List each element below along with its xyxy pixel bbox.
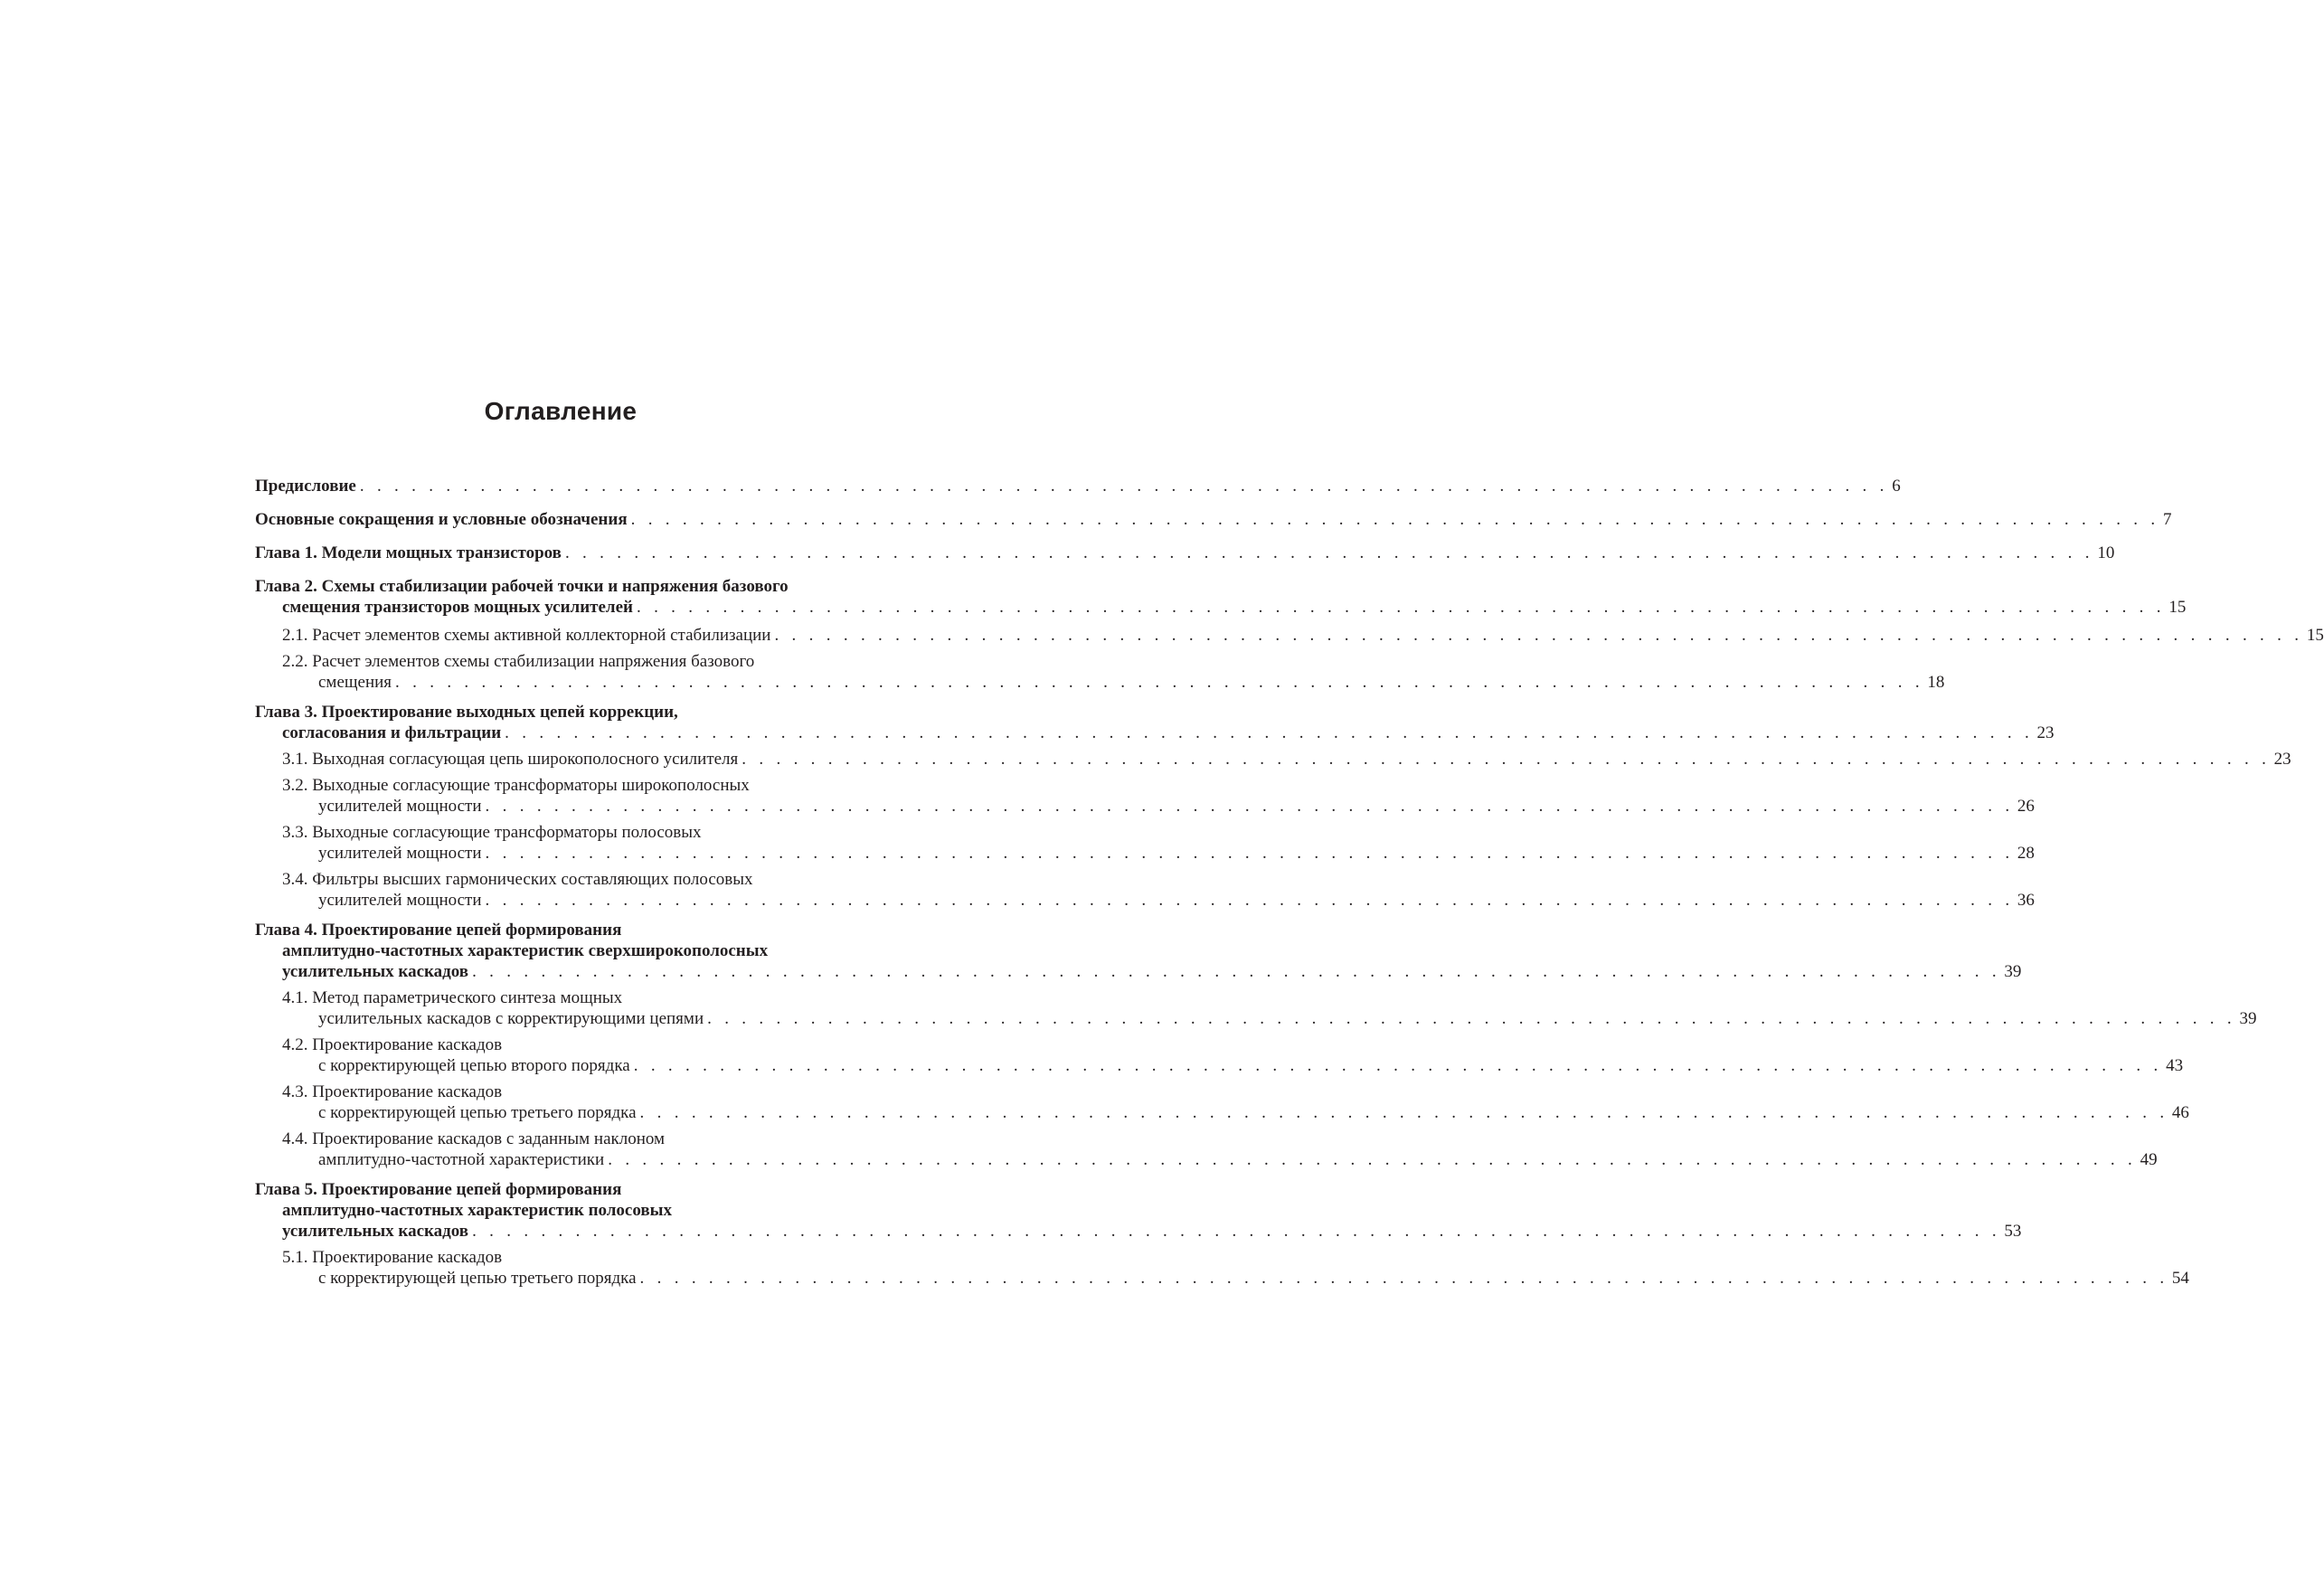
dot-leader bbox=[505, 723, 2033, 742]
toc-entry-title: 3.1. Выходная согласующая цепь широкополосного усилителя bbox=[282, 750, 739, 769]
toc-entry-title: смещения транзисторов мощных усилителей bbox=[282, 598, 633, 617]
dot-leader bbox=[565, 543, 2093, 562]
toc-page-number: 49 bbox=[2140, 1150, 2158, 1169]
toc-line bbox=[255, 961, 2022, 982]
toc-page-number: 46 bbox=[2171, 1103, 2189, 1122]
toc-entry-title: 4.4. Проектирование каскадов с заданным наклоном bbox=[282, 1129, 666, 1148]
toc-line bbox=[255, 476, 1901, 496]
dot-leader bbox=[634, 1056, 2162, 1075]
toc-entry-title: 4.1. Метод параметрического синтеза мощных bbox=[282, 988, 623, 1007]
toc-page-number: 43 bbox=[2166, 1056, 2184, 1075]
toc-chapter-entry[interactable] bbox=[255, 576, 2187, 618]
toc-line bbox=[282, 1008, 2257, 1029]
toc-page-number: 54 bbox=[2171, 1269, 2189, 1288]
toc-line bbox=[282, 987, 873, 1008]
dot-leader bbox=[774, 626, 2302, 645]
toc-entry-title: 3.4. Фильтры высших гармонических составляющих полосовых bbox=[282, 870, 753, 889]
dot-leader bbox=[640, 1269, 2168, 1288]
toc-entry-title: Глава 1. Модели мощных транзисторов bbox=[255, 543, 562, 562]
toc-chapter-entry[interactable] bbox=[255, 1179, 2022, 1242]
toc-entry-title: Предисловие bbox=[255, 477, 356, 496]
toc-page-number: 7 bbox=[2162, 510, 2172, 529]
dot-leader bbox=[395, 673, 1923, 692]
toc-line bbox=[282, 749, 2291, 770]
toc-line bbox=[282, 625, 2324, 646]
toc-entry-title: 2.2. Расчет элементов схемы стабилизации напряжения базового bbox=[282, 652, 755, 671]
toc-line bbox=[282, 1247, 873, 1268]
toc-chapter-entry[interactable] bbox=[255, 509, 2172, 530]
toc-line bbox=[255, 509, 2172, 530]
toc-page-number: 23 bbox=[2273, 750, 2291, 769]
toc-entry-title: усилительных каскадов bbox=[282, 962, 469, 981]
dot-leader bbox=[608, 1150, 2136, 1169]
dot-leader bbox=[742, 750, 2270, 769]
toc-section-entry[interactable] bbox=[255, 987, 2257, 1029]
toc-line bbox=[282, 672, 1945, 693]
toc-line bbox=[282, 890, 2035, 911]
toc-line bbox=[255, 576, 873, 597]
toc-entry-title: 4.3. Проектирование каскадов bbox=[282, 1082, 503, 1101]
toc-line bbox=[282, 822, 873, 843]
toc-chapter-entry[interactable] bbox=[255, 543, 2115, 563]
toc-entry-title: согласования и фильтрации bbox=[282, 723, 502, 742]
toc-line bbox=[255, 1179, 873, 1200]
toc-page-number: 26 bbox=[2017, 797, 2035, 816]
toc-chapter-entry[interactable] bbox=[255, 920, 2022, 982]
toc-section-entry[interactable] bbox=[255, 651, 1945, 693]
toc-page-number: 15 bbox=[2168, 598, 2187, 617]
toc-entry-title: усилительных каскадов bbox=[282, 1222, 469, 1241]
toc-section-entry[interactable] bbox=[255, 1129, 2158, 1170]
toc-chapter-entry[interactable] bbox=[255, 702, 2055, 743]
toc-section-entry[interactable] bbox=[255, 822, 2035, 864]
toc-entry-title: амплитудно-частотных характеристик сверхширокополосных bbox=[282, 941, 769, 960]
toc-entry-title: с корректирующей цепью второго порядка bbox=[318, 1056, 630, 1075]
toc-entry-title: 2.1. Расчет элементов схемы активной коллекторной стабилизации bbox=[282, 626, 771, 645]
toc-entry-title: усилителей мощности bbox=[318, 797, 482, 816]
dot-leader bbox=[486, 797, 2014, 816]
toc-entry-title: Глава 5. Проектирование цепей формирования bbox=[255, 1180, 622, 1199]
toc-page-number: 36 bbox=[2017, 891, 2035, 910]
toc-entry-title: смещения bbox=[318, 673, 392, 692]
toc-page-number: 23 bbox=[2036, 723, 2055, 742]
toc-entry-title: усилительных каскадов с корректирующими цепями bbox=[318, 1009, 704, 1028]
toc-line bbox=[282, 1149, 2158, 1170]
toc-entry-title: амплитудно-частотных характеристик полосовых bbox=[282, 1201, 672, 1220]
toc-line bbox=[282, 1082, 873, 1102]
toc-entry-title: 4.2. Проектирование каскадов bbox=[282, 1035, 503, 1054]
toc-entry-title: Глава 2. Схемы стабилизации рабочей точки и напряжения базового bbox=[255, 577, 789, 596]
dot-leader bbox=[486, 891, 2014, 910]
toc-line bbox=[255, 543, 2115, 563]
toc-line bbox=[282, 1102, 2189, 1123]
toc-line bbox=[255, 1200, 873, 1221]
toc-section-entry[interactable] bbox=[255, 625, 2324, 646]
dot-leader bbox=[472, 962, 2000, 981]
dot-leader bbox=[486, 844, 2014, 863]
toc-page-number: 39 bbox=[2004, 962, 2022, 981]
toc-line bbox=[282, 796, 2035, 817]
toc-line bbox=[255, 702, 873, 723]
dot-leader bbox=[472, 1222, 2000, 1241]
toc-section-entry[interactable] bbox=[255, 1034, 2184, 1076]
toc-page-number: 10 bbox=[2097, 543, 2115, 562]
toc-section-entry[interactable] bbox=[255, 775, 2035, 817]
toc-entry-title: Глава 3. Проектирование выходных цепей коррекции, bbox=[255, 703, 678, 722]
toc-entry-title: Глава 4. Проектирование цепей формирования bbox=[255, 921, 622, 940]
toc-line bbox=[282, 651, 873, 672]
toc-entry-title: с корректирующей цепью третьего порядка bbox=[318, 1269, 637, 1288]
toc-entry-title: усилителей мощности bbox=[318, 844, 482, 863]
toc-entry-title: 5.1. Проектирование каскадов bbox=[282, 1248, 503, 1267]
page-title: Оглавление bbox=[484, 397, 638, 425]
toc-page-number: 15 bbox=[2306, 626, 2324, 645]
toc-entry-title: 3.3. Выходные согласующие трансформаторы полосовых bbox=[282, 823, 702, 842]
toc-page-number: 18 bbox=[1927, 673, 1945, 692]
toc-section-entry[interactable] bbox=[255, 749, 2291, 770]
toc-entry-title: Основные сокращения и условные обозначения bbox=[255, 510, 628, 529]
toc-section-entry[interactable] bbox=[255, 869, 2035, 911]
dot-leader bbox=[707, 1009, 2235, 1028]
toc-line bbox=[282, 775, 873, 796]
dot-leader bbox=[360, 477, 1888, 496]
toc-page-number: 39 bbox=[2239, 1009, 2257, 1028]
toc-line bbox=[282, 869, 873, 890]
toc-line bbox=[282, 1268, 2189, 1289]
toc-entry-title: с корректирующей цепью третьего порядка bbox=[318, 1103, 637, 1122]
toc-chapter-entry[interactable] bbox=[255, 476, 1901, 496]
dot-leader bbox=[631, 510, 2159, 529]
toc-line bbox=[255, 940, 873, 961]
table-of-contents bbox=[255, 476, 2324, 1289]
toc-page-number: 28 bbox=[2017, 844, 2035, 863]
toc-line bbox=[282, 1129, 873, 1149]
toc-section-entry[interactable] bbox=[255, 1247, 2189, 1289]
toc-page-number: 53 bbox=[2004, 1222, 2022, 1241]
toc-line bbox=[282, 1055, 2184, 1076]
toc-page-number: 6 bbox=[1892, 477, 1901, 496]
toc-line bbox=[255, 1221, 2022, 1242]
toc-entry-title: усилителей мощности bbox=[318, 891, 482, 910]
toc-line bbox=[255, 723, 2055, 743]
toc-line bbox=[282, 1034, 873, 1055]
toc-entry-title: 3.2. Выходные согласующие трансформаторы широкополосных bbox=[282, 776, 750, 795]
dot-leader bbox=[640, 1103, 2168, 1122]
toc-entry-title: амплитудно-частотной характеристики bbox=[318, 1150, 605, 1169]
toc-line bbox=[282, 843, 2035, 864]
toc-line bbox=[255, 597, 2187, 618]
toc-section-entry[interactable] bbox=[255, 1082, 2189, 1123]
toc-line bbox=[255, 920, 873, 940]
dot-leader bbox=[637, 598, 2165, 617]
